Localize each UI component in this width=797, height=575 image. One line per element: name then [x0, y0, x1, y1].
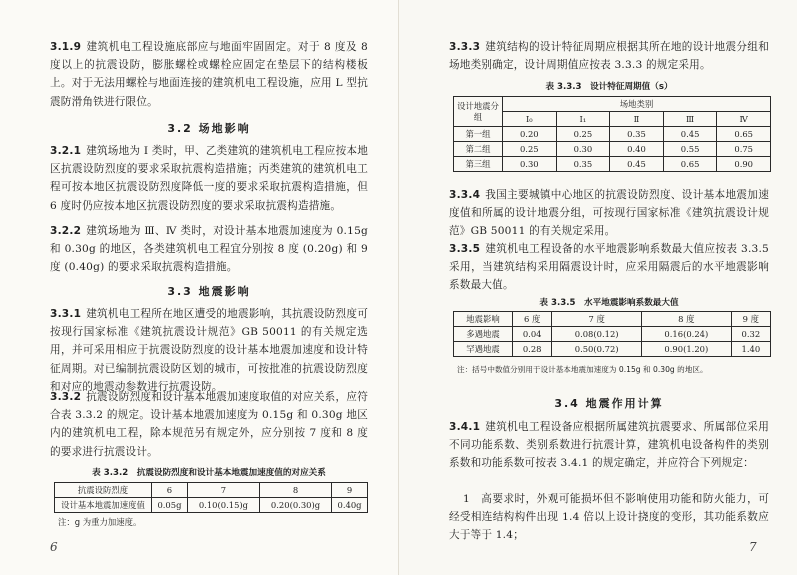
table-3-3-2-note: 注：g 为重力加速度。: [58, 517, 142, 527]
table-row: [454, 157, 771, 172]
clause-text: 建筑机电工程所在地区遭受的地震影响，其抗震设防烈度可按现行国家标准《建筑抗震设计规范》GB 50011 的有关规定选用，并可采用相应于抗震设防烈度的设计基本地震加速度和设计特征周期。对已编制抗震设防区划的城市，可按批准的抗震设防烈度和对应的地震动参数进行抗震设防。: [50, 308, 368, 393]
table-header-cell: Ⅱ: [610, 112, 664, 127]
page-number-left: 6: [50, 540, 58, 554]
table-header-cell: 8 度: [642, 312, 732, 327]
table-cell: 第二组: [454, 142, 503, 157]
clause-number: 3.3.4: [449, 189, 481, 201]
table-cell: 0.45: [663, 127, 717, 142]
table-cell: 0.40g: [332, 498, 368, 513]
table-cell: 7: [187, 483, 259, 498]
clause-text: 抗震设防烈度和设计基本地震加速度取值的对应关系，应符合表 3.3.2 的规定。设计基本地震加速度为 0.15g 和 0.30g 地区内的建筑机电工程，除本规范另有规定外，应分别按 7 度和 8 度的要求进行抗震设计。: [50, 391, 368, 458]
table-cell: 0.25: [503, 142, 557, 157]
table-cell: 0.30: [503, 157, 557, 172]
table-row: [454, 142, 771, 157]
clause-text: 建筑机电工程设备的水平地震影响系数最大值应按表 3.3.5 采用，当建筑结构采用隔震设计时，应采用隔震后的水平地震影响系数最大值。: [449, 243, 769, 292]
table-header-cell: 7 度: [552, 312, 642, 327]
table-cell: 0.32: [731, 327, 770, 342]
table-cell: 1.40: [731, 342, 770, 357]
clause-number: 3.2.1: [50, 145, 82, 157]
clause-3-3-2: [50, 388, 368, 461]
clause-text: 建筑结构的设计特征周期应根据其所在地的设计地震分组和场地类别确定，设计周期值应按表 3.3.3 的规定采用。: [449, 41, 769, 72]
table-3-3-5-note: 注：括号中数值分别用于设计基本地震加速度为 0.15g 和 0.30g 的地区。: [457, 365, 708, 374]
clause-3-3-5: [449, 240, 769, 295]
table-row: [454, 312, 771, 327]
table-row: [55, 498, 368, 513]
table-cell: 0.08(0.12): [552, 327, 642, 342]
table-cell: 0.40: [610, 142, 664, 157]
table-cell: 抗震设防烈度: [55, 483, 152, 498]
table-header-cell: Ⅰ₀: [503, 112, 557, 127]
table-row: [55, 483, 368, 498]
clause-text: 建筑机电工程设备应根据所属建筑抗震要求、所属部位采用不同功能系数、类别系数进行抗震计算，建筑机电设备构件的类别系数和功能系数可按表 3.4.1 的规定确定，并应符合下列规定：: [449, 421, 769, 470]
section-heading-3-4: 3.4 地震作用计算: [554, 397, 664, 410]
table-row: [454, 127, 771, 142]
table-cell: 0.25: [556, 127, 610, 142]
table-cell: 0.05g: [152, 498, 188, 513]
clause-text: 建筑场地为 Ⅲ、Ⅳ 类时，对设计基本地震加速度为 0.15g 和 0.30g 的地区，各类建筑机电工程宜分别按 8 度 (0.20g) 和 9 度 (0.40g) 的要求采取抗震构造措施。: [50, 225, 368, 274]
table-cell: 0.10(0.15)g: [187, 498, 259, 513]
clause-text: 建筑场地为 Ⅰ 类时，甲、乙类建筑的建筑机电工程应按本地区抗震设防烈度的要求采取抗震构造措施；丙类建筑的建筑机电工程可按本地区抗震设防烈度降低一度的要求采取抗震构造措施，但 6 度时仍应按本地区抗震设防烈度的要求采取抗震构造措施。: [50, 145, 368, 212]
table-3-3-5: [453, 311, 771, 357]
table-cell: 0.55: [663, 142, 717, 157]
table-cell: 0.35: [610, 127, 664, 142]
table-3-3-3: [453, 96, 771, 172]
table-header-cell: Ⅰ₁: [556, 112, 610, 127]
table-header-cell: Ⅳ: [717, 112, 771, 127]
table-cell: 0.50(0.72): [552, 342, 642, 357]
table-cell: 0.04: [513, 327, 552, 342]
table-cell: 多遇地震: [454, 327, 513, 342]
table-cell: 0.45: [610, 157, 664, 172]
table-row: [454, 97, 771, 112]
clause-number: 3.3.2: [50, 391, 82, 403]
section-heading-3-3: 3.3 地震影响: [167, 285, 251, 298]
table-cell: 第一组: [454, 127, 503, 142]
clause-3-4-1: [449, 418, 769, 473]
table-header-cell: 地震影响: [454, 312, 513, 327]
table-header-cell: 9 度: [731, 312, 770, 327]
table-cell: 罕遇地震: [454, 342, 513, 357]
clause-text: 建筑机电工程设施底部应与地面牢固固定。对于 8 度及 8 度以上的抗震设防，膨胀螺栓或螺栓应固定在垫层下的结构楼板上。对于无法用螺栓与地面连接的建筑机电工程设施，应用 L 型抗震防滑角铁进行限位。: [50, 41, 368, 108]
right-page: [399, 0, 797, 575]
table-row: [454, 342, 771, 357]
clause-number: 3.3.1: [50, 308, 82, 320]
table-3-3-3-caption: 表 3.3.3 设计特征周期值（s）: [545, 82, 673, 92]
clause-text: 我国主要城镇中心地区的抗震设防烈度、设计基本地震加速度值和所属的设计地震分组，可按现行国家标准《建筑抗震设计规范》GB 50011 的有关规定采用。: [449, 189, 769, 238]
table-3-3-2-caption: 表 3.3.2 抗震设防烈度和设计基本地震加速度值的对应关系: [92, 468, 326, 478]
table-header-cell: Ⅲ: [663, 112, 717, 127]
table-cell: 0.20(0.30)g: [259, 498, 331, 513]
table-3-3-5-caption: 表 3.3.5 水平地震影响系数最大值: [539, 298, 679, 308]
clause-number: 3.1.9: [50, 41, 82, 53]
table-cell: 0.28: [513, 342, 552, 357]
clause-number: 3.3.3: [449, 41, 481, 53]
table-cell: 0.75: [717, 142, 771, 157]
table-cell: 6: [152, 483, 188, 498]
clause-3-1-9: [50, 38, 368, 111]
table-header-cell: 场地类别: [503, 97, 771, 112]
page-number-right: 7: [749, 540, 757, 554]
table-header-cell: 6 度: [513, 312, 552, 327]
table-cell: 0.30: [556, 142, 610, 157]
table-row: [454, 327, 771, 342]
table-cell: 8: [259, 483, 331, 498]
clause-3-2-1: [50, 142, 368, 215]
table-cell: 第三组: [454, 157, 503, 172]
table-cell: 0.90: [717, 157, 771, 172]
clause-3-3-3: [449, 38, 769, 74]
clause-3-2-2: [50, 222, 368, 277]
table-cell: 0.20: [503, 127, 557, 142]
table-cell: 9: [332, 483, 368, 498]
table-cell: 设计基本地震加速度值: [55, 498, 152, 513]
clause-number: 3.3.5: [449, 243, 481, 255]
section-heading-3-2: 3.2 场地影响: [167, 122, 251, 135]
clause-number: 3.4.1: [449, 421, 481, 433]
table-cell: 0.65: [663, 157, 717, 172]
clause-3-3-4: [449, 186, 769, 241]
table-cell: 0.65: [717, 127, 771, 142]
table-3-3-2: [54, 482, 368, 513]
clause-3-4-1-item-1: 1 高要求时，外观可能损坏但不影响使用功能和防火能力，可经受相连结构构件出现 1.4 倍以上设计挠度的变形，其功能系数应大于等于 1.4；: [449, 493, 769, 542]
table-cell: 0.16(0.24): [642, 327, 732, 342]
table-cell: 0.90(1.20): [642, 342, 732, 357]
table-cell: 0.35: [556, 157, 610, 172]
left-page: [0, 0, 398, 575]
clause-3-3-1: [50, 305, 368, 396]
clause-number: 3.2.2: [50, 225, 82, 237]
table-header-cell: 设计地震分组: [454, 97, 503, 127]
